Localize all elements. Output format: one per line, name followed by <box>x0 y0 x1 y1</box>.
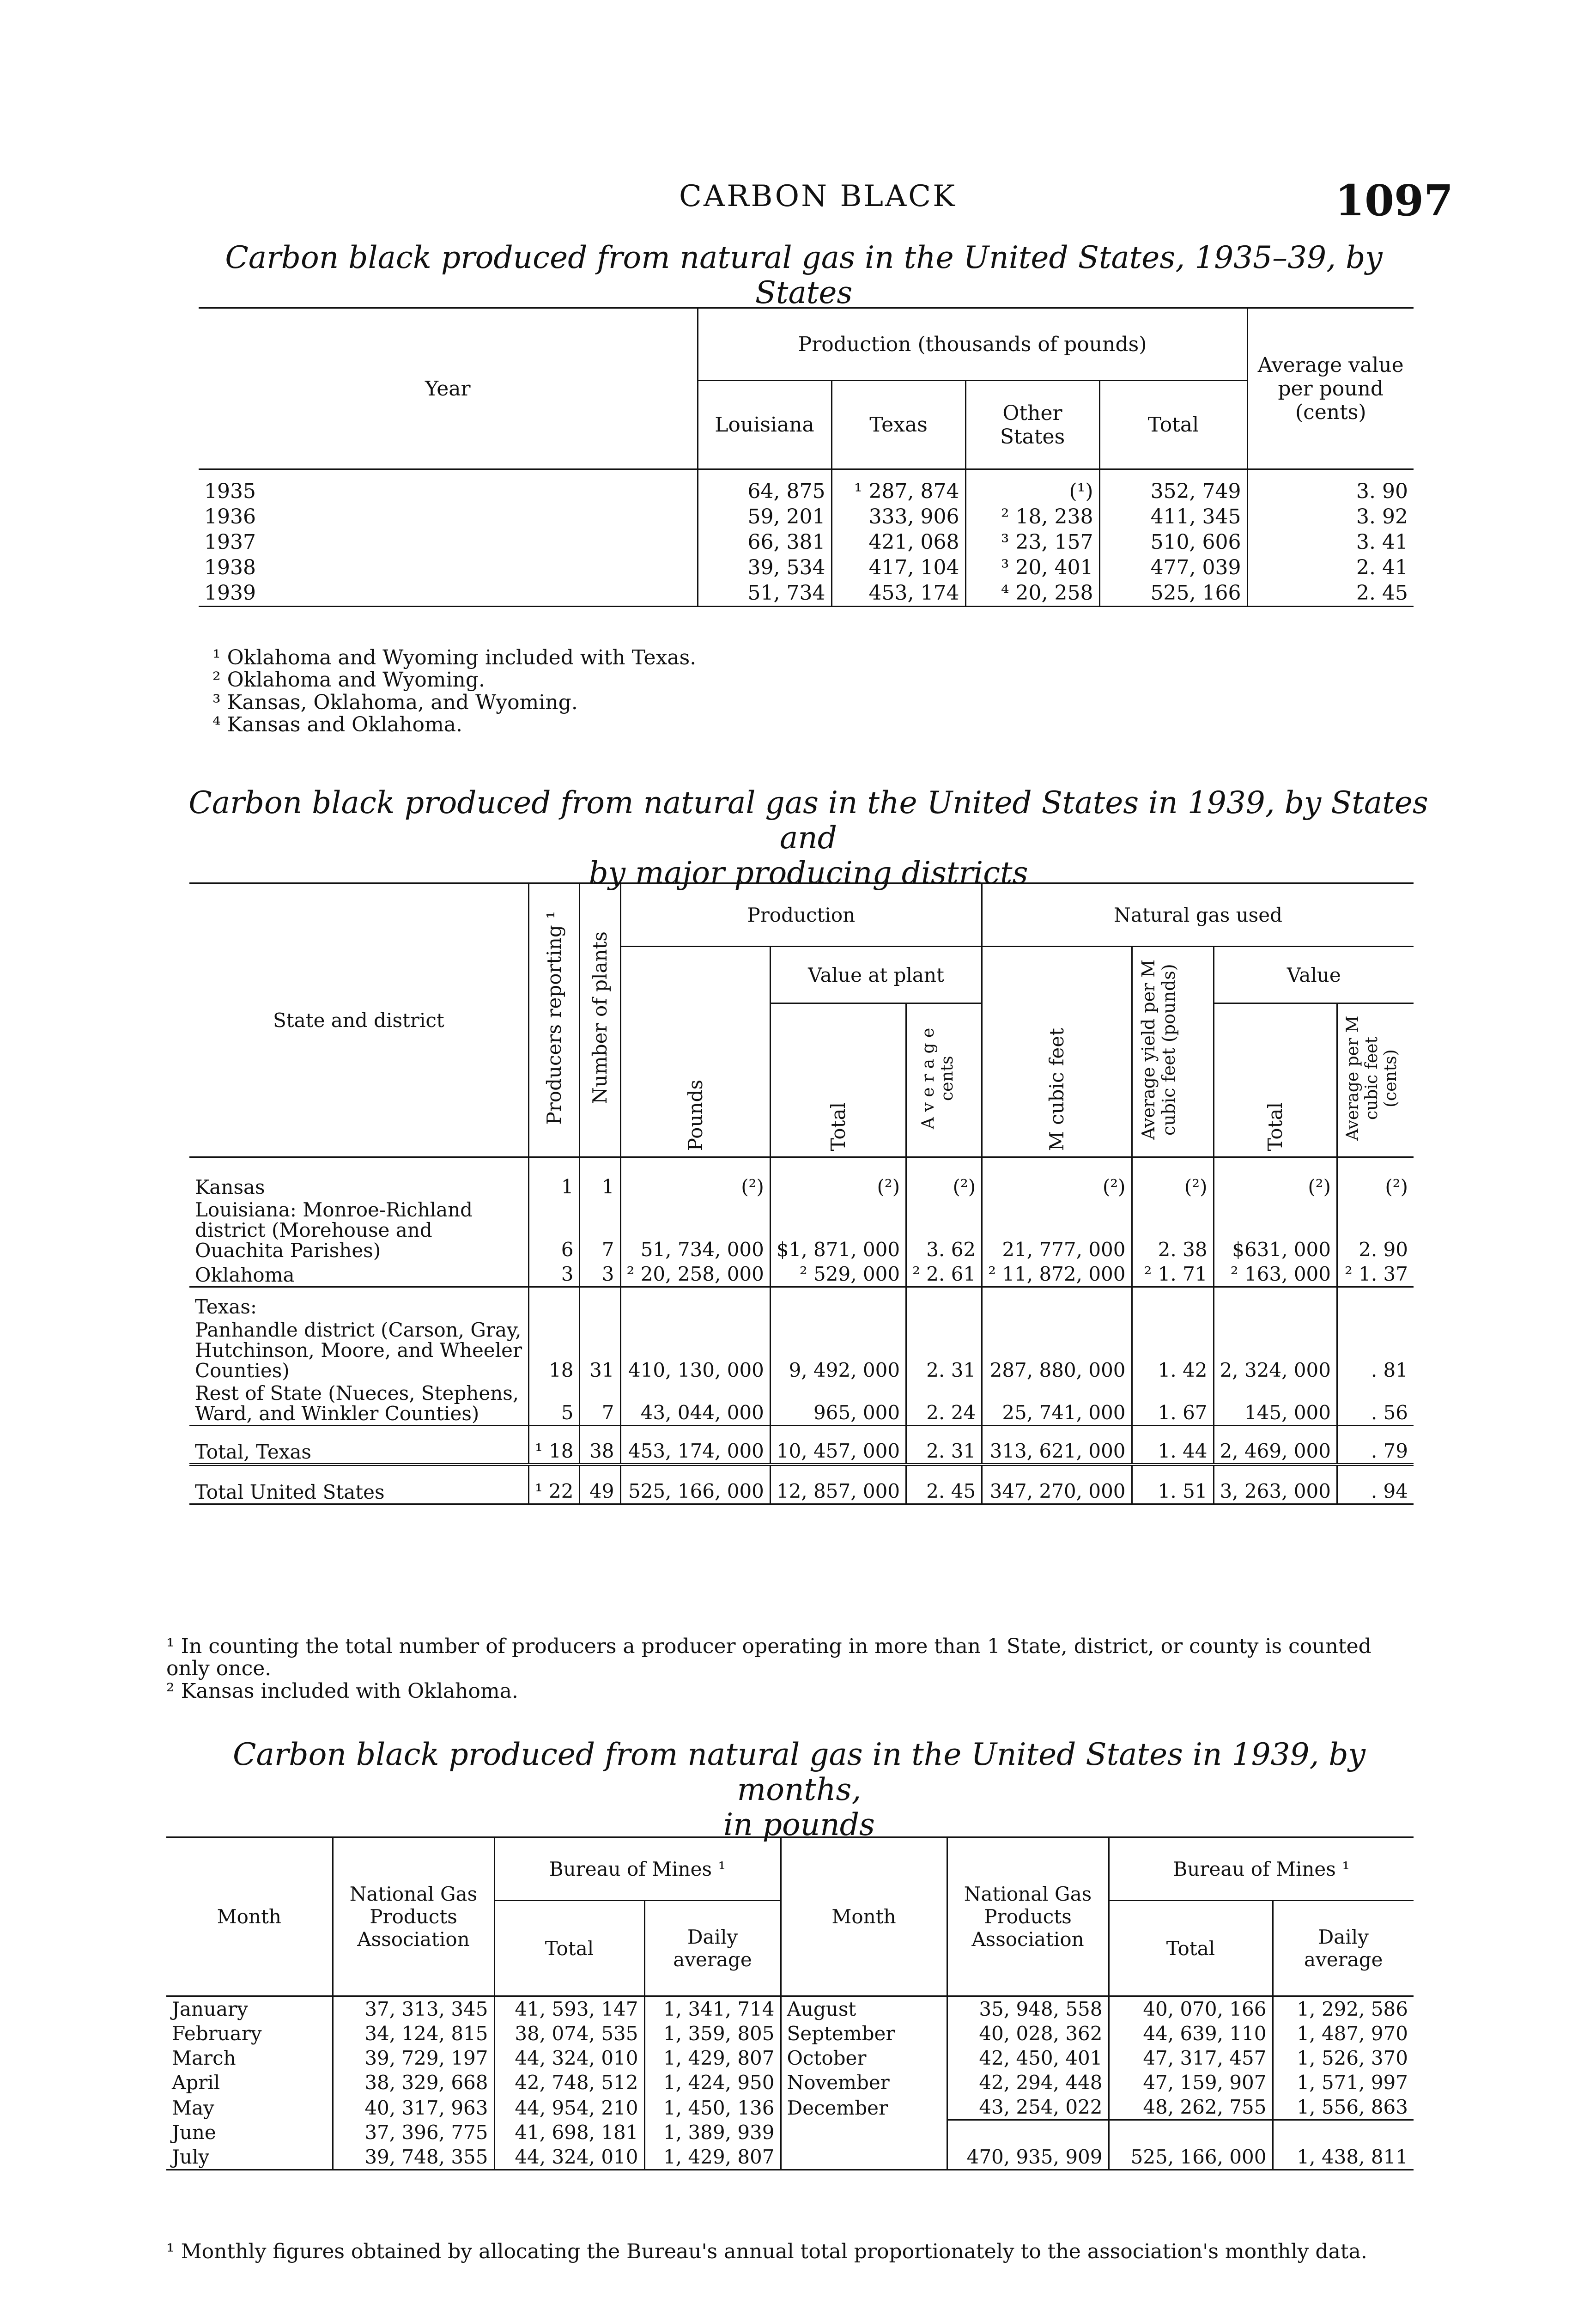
t2-row-total-us <box>189 1465 1414 1504</box>
t2-header-yield: Average yield per M cubic feet (pounds) <box>1138 959 1179 1140</box>
t2-cell-avg: 2. 31 <box>906 1319 982 1382</box>
t3-cell-daily: 1, 556, 863 <box>1297 2096 1408 2118</box>
t3-cell-daily: 1, 487, 970 <box>1297 2022 1408 2045</box>
t3-cell-total-ngpa: 470, 935, 909 <box>947 2120 1109 2170</box>
t2-header-value-total: Total <box>1264 1102 1287 1151</box>
t3-cell-daily: 1, 526, 370 <box>1297 2047 1408 2069</box>
t2-row <box>189 1319 1414 1382</box>
t2-cell-vtotal: 145, 000 <box>1214 1382 1337 1426</box>
t3-footnote: ¹ Monthly figures obtained by allocating the Bureau's annual total proportionately to the association's monthly data. <box>166 2240 1367 2263</box>
t2-cell-empty <box>620 1287 770 1319</box>
t3-cell-ngpa: 40, 317, 963 <box>333 2095 494 2120</box>
t3-row <box>166 1996 1414 2022</box>
t2-cell-prod: 3 <box>528 1262 580 1287</box>
t2-cell-total: 10, 457, 000 <box>770 1425 906 1465</box>
t3-cell-total: 38, 074, 535 <box>494 2021 644 2046</box>
t3-cell-ngpa: 37, 396, 775 <box>333 2120 494 2145</box>
t2-row <box>189 1199 1414 1262</box>
table3-title <box>176 1737 1423 1842</box>
t2-cell-pounds: 43, 044, 000 <box>620 1382 770 1426</box>
t1-row <box>199 504 1414 529</box>
t2-cell-total: 9, 492, 000 <box>770 1319 906 1382</box>
t1-cell-total: 411, 345 <box>1099 504 1247 529</box>
t2-cell-yield: (²) <box>1132 1157 1214 1199</box>
t3-row <box>166 2046 1414 2070</box>
t2-cell-label: Total, Texas <box>189 1425 528 1465</box>
t3-cell-ngpa: 34, 124, 815 <box>333 2021 494 2046</box>
t2-header-avg-cents: A v e r a g e cents <box>918 1027 957 1129</box>
t2-cell-yield: 1. 51 <box>1132 1465 1214 1504</box>
t2-header-value-at-plant: Value at plant <box>770 947 982 1003</box>
t3-cell-ngpa: 43, 254, 022 <box>947 2095 1109 2120</box>
t2-cell-empty <box>1214 1287 1337 1319</box>
t2-header-value-avg: Average per M cubic feet (cents) <box>1343 1015 1400 1141</box>
t3-cell-total-daily: 1, 438, 811 <box>1273 2120 1414 2170</box>
t3-cell-total: 44, 324, 010 <box>494 2046 644 2070</box>
t2-header-value: Value <box>1214 947 1414 1003</box>
t2-footnote-1: ¹ In counting the total number of producers a producer operating in more than 1 State, district, or county is counted only once. <box>166 1635 1371 1681</box>
t2-header-producers: Producers reporting ¹ <box>543 911 566 1125</box>
t3-header-bom-right: Bureau of Mines ¹ <box>1109 1837 1414 1901</box>
t2-cell-prod: 6 <box>528 1199 580 1262</box>
t2-cell-vavg: ² 1. 37 <box>1344 1262 1408 1285</box>
t2-cell-avg: (²) <box>906 1157 982 1199</box>
t2-cell-pounds: 453, 174, 000 <box>620 1425 770 1465</box>
t3-cell-ngpa: 35, 948, 558 <box>947 1996 1109 2022</box>
t1-header-total: Total <box>1099 381 1247 469</box>
t2-cell-empty <box>528 1287 580 1319</box>
t2-cell-prod: 1 <box>528 1157 580 1199</box>
t2-cell-total: ² 529, 000 <box>770 1262 906 1287</box>
t3-cell-ngpa: 38, 329, 668 <box>333 2070 494 2095</box>
t2-cell-label: Oklahoma <box>189 1262 528 1287</box>
t3-cell-month: March <box>166 2046 333 2070</box>
t2-cell-avg: 2. 24 <box>906 1382 982 1426</box>
t2-cell-mcf: ² 11, 872, 000 <box>982 1262 1132 1287</box>
t2-cell-label: Rest of State (Nueces, Stephens, Ward, and Winkler Counties) <box>189 1382 528 1426</box>
t2-cell-plants: 49 <box>580 1465 620 1504</box>
t3-cell-month: June <box>166 2120 333 2145</box>
t2-cell-yield: 2. 38 <box>1132 1199 1214 1262</box>
t2-cell-pounds: (²) <box>620 1157 770 1199</box>
t3-cell-month: December <box>781 2095 947 2120</box>
t2-cell-total: (²) <box>770 1157 906 1199</box>
t3-cell-total: 44, 954, 210 <box>494 2095 644 2120</box>
t1-cell-year: 1937 <box>199 529 698 555</box>
t1-cell-texas: 417, 104 <box>831 555 965 580</box>
t1-cell-total: 510, 606 <box>1099 529 1247 555</box>
t3-cell-total: 47, 159, 907 <box>1109 2070 1273 2095</box>
t2-cell-label: Total United States <box>189 1465 528 1504</box>
t3-cell-ngpa: 37, 313, 345 <box>333 1996 494 2022</box>
t2-row <box>189 1382 1414 1426</box>
t3-header-total-right: Total <box>1109 1901 1273 1996</box>
t1-cell-avg: 2. 41 <box>1356 555 1408 579</box>
t2-cell-vtotal: $631, 000 <box>1214 1199 1337 1262</box>
t2-cell-prod: 5 <box>528 1382 580 1426</box>
t3-row <box>166 2120 1414 2145</box>
t3-header-ngpa-left: National Gas Products Association <box>333 1837 494 1996</box>
t1-cell-other: ² 18, 238 <box>965 504 1099 529</box>
t3-header-month-left: Month <box>166 1837 333 1996</box>
t2-cell-plants: 7 <box>580 1382 620 1426</box>
t2-cell-mcf: 313, 621, 000 <box>982 1425 1132 1465</box>
t1-row <box>199 529 1414 555</box>
t2-cell-plants: 7 <box>580 1199 620 1262</box>
t2-cell-empty <box>1132 1287 1214 1319</box>
t2-cell-vavg: . 94 <box>1371 1479 1408 1502</box>
t1-cell-texas: 421, 068 <box>831 529 965 555</box>
page-number: 1097 <box>1335 176 1454 225</box>
t2-cell-mcf: (²) <box>982 1157 1132 1199</box>
t2-cell-label: Louisiana: Monroe-Richland district (Morehouse and Ouachita Parishes) <box>189 1199 528 1262</box>
t2-cell-empty <box>770 1287 906 1319</box>
t3-cell-daily: 1, 359, 805 <box>644 2021 781 2046</box>
t2-cell-total: 965, 000 <box>770 1382 906 1426</box>
t3-cell-ngpa: 39, 748, 355 <box>333 2145 494 2170</box>
t2-cell-vavg: . 79 <box>1371 1440 1408 1463</box>
t2-cell-pounds: 410, 130, 000 <box>620 1319 770 1382</box>
t2-cell-yield: 1. 67 <box>1132 1382 1214 1426</box>
t3-header-daily-left: Daily average <box>644 1901 781 1996</box>
t3-cell-daily: 1, 429, 807 <box>644 2145 781 2170</box>
table3 <box>166 1836 1414 2170</box>
t2-cell-plants: 1 <box>580 1157 620 1199</box>
t2-cell-yield: 1. 44 <box>1132 1425 1214 1465</box>
t2-cell-vtotal: ² 163, 000 <box>1214 1262 1337 1287</box>
t2-header-state: State and district <box>189 883 528 1157</box>
t2-cell-vavg: . 56 <box>1371 1401 1408 1424</box>
t1-cell-louisiana: 39, 534 <box>698 555 831 580</box>
t3-cell-total: 41, 593, 147 <box>494 1996 644 2022</box>
t1-cell-avg: 3. 90 <box>1356 479 1408 503</box>
t2-row-total-texas <box>189 1425 1414 1465</box>
t1-cell-year: 1938 <box>199 555 698 580</box>
t3-cell-month: February <box>166 2021 333 2046</box>
t2-cell-pounds: ² 20, 258, 000 <box>620 1262 770 1287</box>
t1-footnote-2: ² Oklahoma and Wyoming. <box>212 668 485 692</box>
t2-cell-empty <box>1337 1287 1414 1319</box>
t2-cell-avg: 2. 45 <box>906 1465 982 1504</box>
t1-cell-louisiana: 64, 875 <box>698 469 831 504</box>
t2-cell-plants: 38 <box>580 1425 620 1465</box>
t1-header-texas: Texas <box>831 381 965 469</box>
t3-cell-total: 42, 748, 512 <box>494 2070 644 2095</box>
t1-cell-texas: 453, 174 <box>831 580 965 607</box>
t3-cell-month: September <box>781 2021 947 2046</box>
table2 <box>189 882 1414 1505</box>
t1-cell-louisiana: 59, 201 <box>698 504 831 529</box>
t3-cell-month: August <box>781 1996 947 2022</box>
t1-footnote-3: ³ Kansas, Oklahoma, and Wyoming. <box>212 690 578 714</box>
t1-cell-avg: 3. 92 <box>1356 505 1408 529</box>
t3-cell-ngpa: 42, 450, 401 <box>947 2046 1109 2070</box>
t3-cell-empty <box>781 2120 947 2170</box>
t1-header-other: Other States <box>965 381 1099 469</box>
t2-cell-prod: ¹ 18 <box>528 1425 580 1465</box>
t3-header-total-left: Total <box>494 1901 644 1996</box>
t3-cell-total: 44, 639, 110 <box>1109 2021 1273 2046</box>
t2-footnotes <box>166 1635 1414 1702</box>
t2-cell-label: Texas: <box>189 1287 528 1319</box>
t3-header-bom-left: Bureau of Mines ¹ <box>494 1837 781 1901</box>
t2-cell-vavg: (²) <box>1385 1175 1408 1198</box>
t2-cell-empty <box>906 1287 982 1319</box>
table1 <box>199 307 1414 607</box>
t2-cell-label: Panhandle district (Carson, Gray, Hutchinson, Moore, and Wheeler Counties) <box>189 1319 528 1382</box>
t2-cell-vavg: 2. 90 <box>1359 1238 1408 1261</box>
t2-cell-pounds: 51, 734, 000 <box>620 1199 770 1262</box>
t1-row <box>199 469 1414 504</box>
t2-cell-vtotal: (²) <box>1214 1157 1337 1199</box>
t2-cell-pounds: 525, 166, 000 <box>620 1465 770 1504</box>
t2-cell-avg: 3. 62 <box>906 1199 982 1262</box>
t3-cell-total: 47, 317, 457 <box>1109 2046 1273 2070</box>
t3-cell-ngpa: 42, 294, 448 <box>947 2070 1109 2095</box>
t2-cell-label: Kansas <box>189 1157 528 1199</box>
t2-row <box>189 1157 1414 1199</box>
t2-cell-vavg: . 81 <box>1371 1358 1408 1381</box>
t3-cell-daily: 1, 571, 997 <box>1297 2071 1408 2094</box>
t1-cell-texas: 333, 906 <box>831 504 965 529</box>
t3-cell-month: January <box>166 1996 333 2022</box>
t2-cell-yield: 1. 42 <box>1132 1319 1214 1382</box>
t2-cell-vtotal: 3, 263, 000 <box>1214 1465 1337 1504</box>
t3-cell-daily: 1, 389, 939 <box>644 2120 781 2145</box>
t1-cell-total: 352, 749 <box>1099 469 1247 504</box>
t1-cell-louisiana: 66, 381 <box>698 529 831 555</box>
t3-cell-month: April <box>166 2070 333 2095</box>
t3-cell-daily: 1, 424, 950 <box>644 2070 781 2095</box>
t3-cell-ngpa: 40, 028, 362 <box>947 2021 1109 2046</box>
t3-cell-total: 40, 070, 166 <box>1109 1996 1273 2022</box>
t1-row <box>199 580 1414 607</box>
t2-cell-empty <box>982 1287 1132 1319</box>
t1-cell-total: 525, 166 <box>1099 580 1247 607</box>
t3-row <box>166 2095 1414 2120</box>
t1-cell-texas: ¹ 287, 874 <box>831 469 965 504</box>
t1-row <box>199 555 1414 580</box>
t2-header-production: Production <box>620 883 982 947</box>
t3-cell-month: May <box>166 2095 333 2120</box>
t3-cell-month: November <box>781 2070 947 2095</box>
t1-header-year: Year <box>199 308 698 469</box>
t2-footnote-2: ² Kansas included with Oklahoma. <box>166 1679 518 1703</box>
t1-cell-total: 477, 039 <box>1099 555 1247 580</box>
t2-header-mcf: M cubic feet <box>1045 1027 1068 1151</box>
t2-header-plants: Number of plants <box>589 931 612 1104</box>
t3-cell-daily: 1, 450, 136 <box>644 2095 781 2120</box>
t1-footnotes <box>212 647 1136 736</box>
t1-cell-year: 1935 <box>199 469 698 504</box>
t2-cell-avg: 2. 31 <box>906 1425 982 1465</box>
t2-cell-total: $1, 871, 000 <box>770 1199 906 1262</box>
t3-cell-total-total: 525, 166, 000 <box>1109 2120 1273 2170</box>
t3-header-daily-right: Daily average <box>1304 1926 1383 1971</box>
t3-cell-total: 41, 698, 181 <box>494 2120 644 2145</box>
t2-cell-empty <box>580 1287 620 1319</box>
t1-header-louisiana: Louisiana <box>698 381 831 469</box>
t1-footnote-1: ¹ Oklahoma and Wyoming included with Texas. <box>212 646 697 669</box>
t3-cell-total: 48, 262, 755 <box>1109 2095 1273 2120</box>
t2-cell-mcf: 21, 777, 000 <box>982 1199 1132 1262</box>
t1-cell-year: 1936 <box>199 504 698 529</box>
table1-title: Carbon black produced from natural gas in the United States, 1935–39, by States <box>225 240 1383 310</box>
t2-header-total: Total <box>826 1102 850 1151</box>
t3-cell-month: July <box>166 2145 333 2170</box>
t1-cell-other: ⁴ 20, 258 <box>965 580 1099 607</box>
table2-title-line2: by major producing districts <box>589 855 1028 891</box>
running-head: CARBON BLACK <box>679 179 957 213</box>
t3-cell-daily: 1, 341, 714 <box>644 1996 781 2022</box>
t3-cell-daily: 1, 429, 807 <box>644 2046 781 2070</box>
t2-header-pounds: Pounds <box>684 1079 707 1151</box>
t2-cell-avg: ² 2. 61 <box>906 1262 982 1287</box>
t2-row-texas-label <box>189 1287 1414 1319</box>
t3-cell-daily: 1, 292, 586 <box>1297 1998 1408 2020</box>
t3-header-ngpa-right: National Gas Products Association <box>947 1837 1109 1996</box>
t1-cell-year: 1939 <box>199 580 698 607</box>
t2-cell-mcf: 347, 270, 000 <box>982 1465 1132 1504</box>
t1-cell-louisiana: 51, 734 <box>698 580 831 607</box>
t2-cell-vtotal: 2, 469, 000 <box>1214 1425 1337 1465</box>
t2-cell-prod: ¹ 22 <box>528 1465 580 1504</box>
table3-title-line2: in pounds <box>723 1806 875 1842</box>
t2-header-gas-used: Natural gas used <box>982 883 1414 947</box>
t3-row <box>166 2021 1414 2046</box>
t1-cell-other: (¹) <box>965 469 1099 504</box>
table2-title <box>185 785 1432 891</box>
t2-cell-mcf: 287, 880, 000 <box>982 1319 1132 1382</box>
t2-cell-vtotal: 2, 324, 000 <box>1214 1319 1337 1382</box>
t3-cell-ngpa: 39, 729, 197 <box>333 2046 494 2070</box>
t1-cell-avg: 2. 45 <box>1356 581 1408 605</box>
t1-cell-other: ³ 23, 157 <box>965 529 1099 555</box>
t2-cell-yield: ² 1. 71 <box>1132 1262 1214 1287</box>
t2-cell-prod: 18 <box>528 1319 580 1382</box>
table3-title-line1: Carbon black produced from natural gas in the United States in 1939, by months, <box>233 1737 1365 1807</box>
t3-cell-month: October <box>781 2046 947 2070</box>
t1-cell-avg: 3. 41 <box>1356 530 1408 554</box>
t1-header-avg: Average value per pound (cents) <box>1257 353 1404 424</box>
t2-cell-plants: 3 <box>580 1262 620 1287</box>
t2-cell-total: 12, 857, 000 <box>770 1465 906 1504</box>
t1-header-production: Production (thousands of pounds) <box>698 308 1247 381</box>
t2-cell-plants: 31 <box>580 1319 620 1382</box>
t3-cell-total: 44, 324, 010 <box>494 2145 644 2170</box>
t1-footnote-4: ⁴ Kansas and Oklahoma. <box>212 713 462 737</box>
table2-title-line1: Carbon black produced from natural gas in the United States in 1939, by States and <box>188 785 1428 856</box>
t2-cell-mcf: 25, 741, 000 <box>982 1382 1132 1426</box>
t1-cell-other: ³ 20, 401 <box>965 555 1099 580</box>
t3-header-month-right: Month <box>781 1837 947 1996</box>
t3-row <box>166 2070 1414 2095</box>
t2-row <box>189 1262 1414 1287</box>
